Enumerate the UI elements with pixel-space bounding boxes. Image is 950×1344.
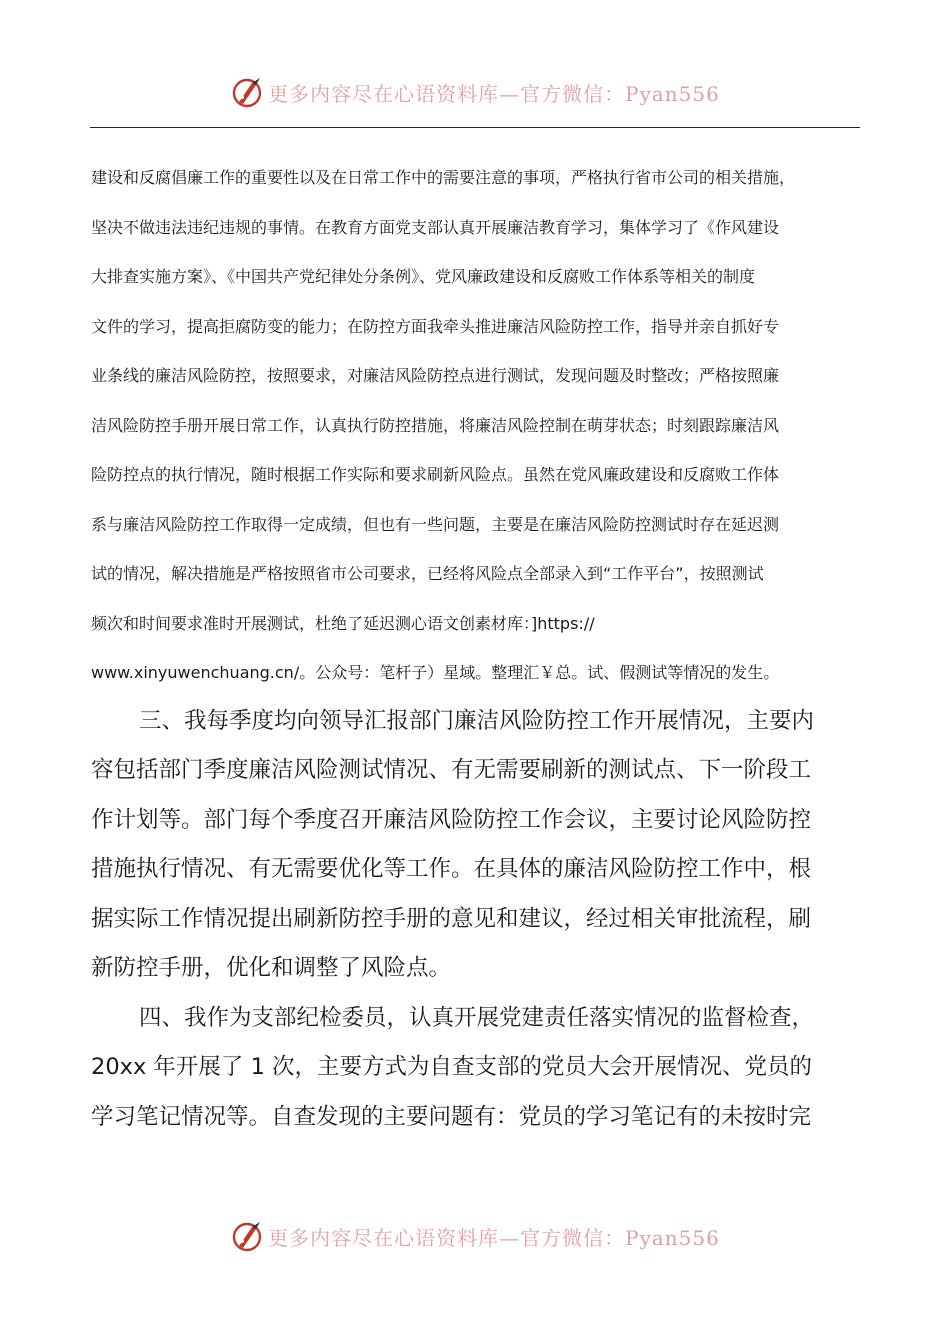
body-line: 系与廉洁风险防控工作取得一定成绩，但也有一些问题，主要是在廉洁风险防控测试时存在延迟测	[91, 515, 780, 534]
body-line: 试的情况，解决措施是严格按照省市公司要求，已经将风险点全部录入到“工作平台”，按照测试	[91, 564, 764, 583]
body-line: www.xinyuwenchuang.cn/。公众号：笔杆子）星域。整理汇￥总。试、假测试等情况的发生。	[91, 663, 780, 682]
paragraph-three-line: 据实际工作情况提出刷新防控手册的意见和建议，经过相关审批流程，刷	[91, 906, 812, 932]
paragraph-three-line: 措施执行情况、有无需要优化等工作。在具体的廉洁风险防控工作中，根	[91, 856, 812, 882]
body-line: 险防控点的执行情况，随时根据工作实际和要求刷新风险点。虽然在党风廉政建设和反腐败工作体	[91, 465, 780, 484]
body-line: 大排查实施方案》、《中国共产党纪律处分条例》、党风廉政建设和反腐败工作体系等相关的制度	[91, 267, 756, 286]
body-line: 建设和反腐倡廉工作的重要性以及在日常工作中的需要注意的事项，严格执行省市公司的相关措施，	[91, 168, 796, 187]
paragraph-four-line: 四、我作为支部纪检委员，认真开展党建责任落实情况的监督检查，	[139, 1005, 815, 1031]
header-banner	[0, 70, 950, 114]
body-line: 洁风险防控手册开展日常工作，认真执行防控措施，将廉洁风险控制在萌芽状态；时刻跟踪廉洁风	[91, 416, 780, 435]
body-line: 坚决不做违法违纪违规的事情。在教育方面党支部认真开展廉洁教育学习，集体学习了《作风建设	[91, 218, 780, 237]
footer-banner-text: 更多内容尽在心语资料库—官方微信：Pyan556	[268, 1225, 720, 1250]
paragraph-four-line: 20xx 年开展了 1 次，主要方式为自查支部的党员大会开展情况、党员的	[91, 1054, 813, 1080]
paragraph-three-line: 容包括部门季度廉洁风险测试情况、有无需要刷新的测试点、下一阶段工	[91, 757, 812, 783]
body-line: 频次和时间要求准时开展测试，杜绝了延迟测心语文创素材库：]https://	[91, 614, 595, 633]
footer-banner	[0, 1214, 950, 1258]
paragraph-three-line: 三、我每季度均向领导汇报部门廉洁风险防控工作开展情况，主要内	[139, 708, 815, 734]
body-line: 文件的学习，提高拒腐防变的能力；在防控方面我牵头推进廉洁风险防控工作，指导并亲自抓好专	[91, 317, 780, 336]
body-line: 业条线的廉洁风险防控，按照要求，对廉洁风险防控点进行测试，发现问题及时整改；严格按照廉	[91, 366, 780, 385]
paragraph-three-line: 新防控手册，优化和调整了风险点。	[91, 955, 452, 981]
header-banner-text: 更多内容尽在心语资料库—官方微信：Pyan556	[268, 81, 720, 106]
pen-quill-logo-icon	[230, 75, 264, 109]
pen-quill-logo-icon	[230, 1219, 264, 1253]
paragraph-four-line: 学习笔记情况等。自查发现的主要问题有：党员的学习笔记有的未按时完	[91, 1104, 812, 1130]
header-divider	[90, 127, 860, 128]
paragraph-three-line: 作计划等。部门每个季度召开廉洁风险防控工作会议，主要讨论风险防控	[91, 807, 812, 833]
